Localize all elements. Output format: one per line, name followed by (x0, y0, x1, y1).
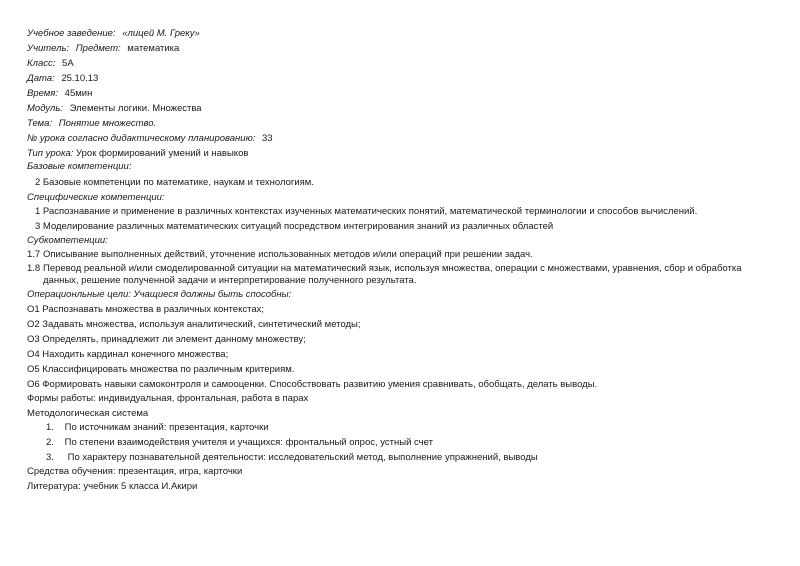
goal-item: О3 Определять, принадлежит ли элемент данному множеству; (27, 334, 306, 345)
operational-goals-heading: Операционльные цели: Учащиеся должны быть способны: (27, 289, 292, 300)
subcompetence-item: 1.8 Перевод реальной и/или смоделированной ситуации на математический язык, используя множества, операции с множествами, уравнения, сбор и обработка данных, решение полученной задачи и интерпретирование полученного результата. (27, 263, 742, 286)
base-competence-item: 2 Базовые компетенции по математике, наукам и технологиям. (35, 177, 314, 188)
methodology-item: 2. По степени взаимодействия учителя и учащихся: фронтальный опрос, устный счет (46, 437, 433, 448)
goal-item: О2 Задавать множества, используя аналитический, синтетический методы; (27, 319, 361, 330)
lesson-number-line: № урока согласно дидактическому планированию: 33 (27, 133, 273, 144)
specific-competence-item: 1 Распознавание и применение в различных контекстах изученных математических понятий, математической терминологии и способов вычислений. (35, 206, 698, 217)
module-line: Модуль: Элементы логики. Множества (27, 103, 202, 114)
goal-item: О6 Формировать навыки самоконтроля и самооценки. Способствовать развитию умения сравнивать, обобщать, делать выводы. (27, 379, 598, 390)
subcompetences-heading: Субкомпетенции: (27, 235, 108, 246)
methodology-item: 3. По характеру познавательной деятельности: исследовательский метод, выполнение упражнений, выводы (46, 452, 538, 463)
time-line: Время: 45мин (27, 88, 93, 99)
literature-line: Литература: учебник 5 класса И.Акири (27, 481, 198, 492)
goal-item: О5 Классифицировать множества по различным критериям. (27, 364, 295, 375)
class-line: Класс: 5A (27, 58, 74, 69)
goal-item: О1 Распознавать множества в различных контекстах; (27, 304, 264, 315)
subcompetence-item: 1.7 Описывание выполненных действий, уточнение использованных методов и/или операций при решении задач. (27, 249, 533, 260)
specific-competence-item: 3 Моделирование различных математических ситуаций посредством интегрирования знаний из различных областей (35, 221, 554, 232)
date-line: Дата: 25.10.13 (27, 73, 99, 84)
means-line: Средства обучения: презентация, игра, карточки (27, 466, 243, 477)
methodology-heading: Методологическая система (27, 408, 149, 419)
specific-competences-heading: Специфические компетенции: (27, 192, 165, 203)
topic-line: Тема: Понятие множество. (27, 118, 157, 129)
lesson-type-line: Тип урока: Урок формирований умений и навыков (27, 148, 249, 159)
teacher-subject-line: Учитель: Предмет: математика (27, 43, 180, 54)
institution-line: Учебное заведение: «лицей М. Греку» (27, 28, 200, 39)
work-forms-line: Формы работы: индивидуальная, фронтальная, работа в парах (27, 393, 309, 404)
methodology-item: 1. По источникам знаний: презентация, карточки (46, 422, 269, 433)
base-competences-heading: Базовые компетенции: (27, 161, 132, 172)
goal-item: О4 Находить кардинал конечного множества; (27, 349, 229, 360)
